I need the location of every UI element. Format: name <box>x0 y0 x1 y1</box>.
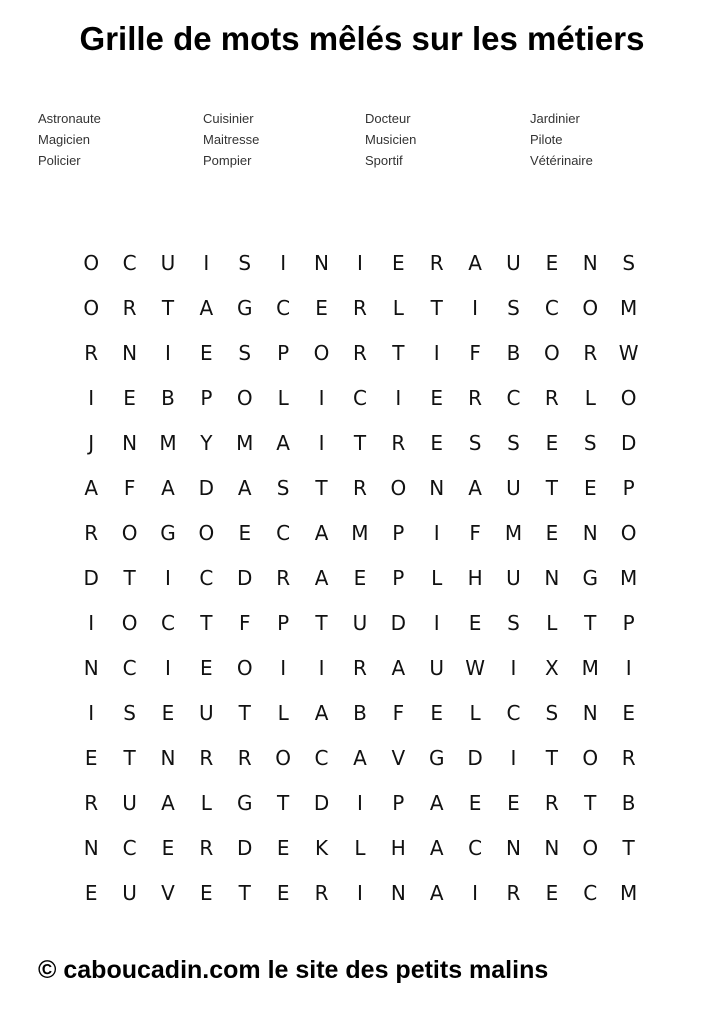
grid-letter: C <box>583 881 598 905</box>
grid-letter: T <box>315 476 328 500</box>
grid-letter: A <box>314 521 329 545</box>
grid-letter: G <box>160 521 176 545</box>
grid-letter: E <box>276 881 290 905</box>
grid-letter: M <box>581 656 599 680</box>
grid-letter: V <box>391 746 406 770</box>
grid-letter: I <box>318 431 325 455</box>
grid-letter: E <box>276 836 290 860</box>
grid-letter: O <box>582 746 599 770</box>
grid-letter: I <box>165 566 171 590</box>
grid-letter: I <box>433 341 440 365</box>
grid-letter: N <box>122 341 138 365</box>
grid-letter: R <box>276 566 291 590</box>
word-list-item: Vétérinaire <box>530 153 593 168</box>
grid-letter: I <box>280 251 287 275</box>
grid-letter: E <box>84 881 98 905</box>
grid-letter: E <box>545 881 559 905</box>
grid-letter: E <box>200 341 213 365</box>
grid-letter: C <box>352 386 367 410</box>
grid-letter: F <box>469 341 481 365</box>
word-list-item: Musicien <box>365 132 417 147</box>
grid-letter: C <box>506 701 521 725</box>
grid-letter: S <box>468 431 482 455</box>
grid-letter: N <box>506 836 521 860</box>
grid-letter: C <box>122 656 137 680</box>
grid-letter: O <box>83 296 100 320</box>
grid-letter: E <box>507 791 520 815</box>
grid-letter: R <box>391 431 406 455</box>
grid-letter: A <box>391 656 406 680</box>
grid-letter: R <box>84 521 99 545</box>
grid-letter: L <box>277 701 289 725</box>
grid-letter: G <box>237 296 253 320</box>
grid-letter: I <box>510 656 517 680</box>
grid-letter: A <box>314 566 329 590</box>
grid-letter: I <box>472 296 479 320</box>
grid-letter: N <box>160 746 176 770</box>
grid-letter: P <box>392 791 405 815</box>
grid-letter: R <box>84 341 99 365</box>
grid-letter: E <box>545 431 559 455</box>
grid-letter: D <box>620 431 637 455</box>
grid-letter: L <box>469 701 481 725</box>
grid-letter: L <box>584 386 596 410</box>
grid-letter: W <box>618 341 639 365</box>
grid-letter: S <box>238 341 252 365</box>
grid-letter: I <box>88 611 95 635</box>
grid-letter: R <box>352 476 367 500</box>
word-list-item: Maitresse <box>203 132 260 147</box>
grid-letter: C <box>122 836 137 860</box>
grid-letter: I <box>433 611 440 635</box>
grid-letter: E <box>200 656 213 680</box>
grid-letter: U <box>506 566 521 590</box>
grid-letter: E <box>468 791 482 815</box>
grid-letter: D <box>390 611 407 635</box>
grid-letter: N <box>582 521 598 545</box>
grid-letter: T <box>392 341 405 365</box>
grid-letter: E <box>430 386 444 410</box>
word-list-item: Pompier <box>203 153 252 168</box>
grid-letter: R <box>544 791 559 815</box>
grid-letter: T <box>315 611 328 635</box>
grid-letter: R <box>352 296 367 320</box>
grid-letter: O <box>236 656 253 680</box>
grid-letter: D <box>237 836 253 860</box>
grid-letter: A <box>429 881 444 905</box>
grid-letter: S <box>123 701 136 725</box>
grid-letter: C <box>276 296 291 320</box>
grid-letter: P <box>622 611 635 635</box>
grid-letter: R <box>237 746 252 770</box>
grid-letter: L <box>277 386 289 410</box>
word-list-item: Pilote <box>530 132 563 147</box>
grid-letter: R <box>621 746 636 770</box>
grid-letter: P <box>277 611 290 635</box>
grid-letter: K <box>314 836 329 860</box>
grid-letter: N <box>83 656 99 680</box>
word-list-item: Astronaute <box>38 111 101 126</box>
grid-letter: G <box>237 791 253 815</box>
grid-letter: C <box>544 296 559 320</box>
grid-letter: M <box>236 431 254 455</box>
grid-letter: T <box>238 881 251 905</box>
grid-letter: O <box>313 341 330 365</box>
grid-letter: S <box>545 701 559 725</box>
grid-letter: M <box>620 296 638 320</box>
grid-letter: E <box>622 701 635 725</box>
grid-letter: O <box>121 521 138 545</box>
word-list-item: Docteur <box>365 111 411 126</box>
grid-letter: N <box>314 251 330 275</box>
grid-letter: S <box>507 296 520 320</box>
grid-letter: I <box>510 746 517 770</box>
grid-letter: D <box>198 476 215 500</box>
grid-letter: T <box>545 746 558 770</box>
grid-letter: C <box>506 386 521 410</box>
grid-letter: N <box>429 476 445 500</box>
grid-letter: I <box>356 251 363 275</box>
grid-letter: G <box>428 746 445 770</box>
grid-letter: I <box>165 656 171 680</box>
grid-letter: A <box>468 476 482 500</box>
grid-letter: R <box>314 881 329 905</box>
grid-letter: E <box>430 701 444 725</box>
grid-letter: Y <box>200 431 213 455</box>
grid-letter: I <box>203 251 210 275</box>
grid-letter: I <box>433 521 440 545</box>
grid-letter: L <box>431 566 443 590</box>
grid-letter: R <box>468 386 483 410</box>
grid-letter: M <box>351 521 369 545</box>
grid-letter: A <box>161 476 175 500</box>
grid-letter: M <box>620 566 638 590</box>
grid-letter: R <box>352 341 367 365</box>
grid-letter: T <box>238 701 251 725</box>
grid-letter: A <box>276 431 290 455</box>
grid-letter: E <box>430 431 444 455</box>
grid-letter: F <box>469 521 481 545</box>
grid-letter: P <box>200 386 213 410</box>
grid-letter: C <box>314 746 329 770</box>
grid-letter: R <box>122 296 137 320</box>
grid-letter: C <box>276 521 291 545</box>
grid-letter: T <box>584 791 597 815</box>
grid-letter: F <box>392 701 405 725</box>
grid-letter: I <box>395 386 402 410</box>
grid-letter: I <box>165 341 171 365</box>
grid-letter: A <box>314 701 329 725</box>
grid-letter: I <box>280 656 287 680</box>
word-list-item: Jardinier <box>530 111 580 126</box>
word-list-item: Sportif <box>365 153 403 168</box>
grid-letter: E <box>392 251 405 275</box>
grid-letter: E <box>123 386 136 410</box>
grid-letter: U <box>199 701 214 725</box>
grid-letter: O <box>582 296 599 320</box>
grid-letter: M <box>620 881 638 905</box>
letter-grid <box>72 243 648 918</box>
grid-letter: N <box>122 431 138 455</box>
grid-letter: R <box>506 881 521 905</box>
grid-letter: O <box>390 476 407 500</box>
footer-credit: © caboucadin.com le site des petits malins <box>38 956 549 984</box>
grid-letter: A <box>468 251 482 275</box>
grid-letter: T <box>545 476 558 500</box>
grid-letter: C <box>160 611 175 635</box>
grid-letter: P <box>392 521 405 545</box>
grid-letter: M <box>504 521 523 545</box>
grid-letter: D <box>83 566 99 590</box>
grid-letter: I <box>88 386 95 410</box>
grid-letter: U <box>352 611 368 635</box>
grid-letter: I <box>88 701 95 725</box>
grid-letter: S <box>622 251 636 275</box>
grid-letter: M <box>159 431 177 455</box>
word-list-item: Policier <box>38 153 81 168</box>
grid-letter: E <box>583 476 597 500</box>
grid-letter: L <box>354 836 366 860</box>
grid-letter: F <box>239 611 251 635</box>
grid-letter: R <box>199 746 214 770</box>
grid-letter: E <box>161 701 175 725</box>
grid-letter: A <box>84 476 99 500</box>
grid-letter: N <box>544 836 560 860</box>
grid-letter: O <box>544 341 560 365</box>
grid-letter: T <box>200 611 213 635</box>
word-list-item: Magicien <box>38 132 91 147</box>
grid-letter: R <box>583 341 598 365</box>
grid-letter: O <box>121 611 138 635</box>
grid-letter: P <box>622 476 635 500</box>
grid-letter: A <box>353 746 367 770</box>
grid-letter: C <box>199 566 214 590</box>
grid-letter: A <box>429 836 444 860</box>
grid-letter: X <box>545 656 559 680</box>
grid-letter: L <box>392 296 404 320</box>
grid-letter: T <box>430 296 443 320</box>
grid-letter: E <box>161 836 175 860</box>
grid-letter: S <box>507 431 520 455</box>
grid-letter: O <box>198 521 215 545</box>
grid-letter: P <box>277 341 290 365</box>
grid-letter: T <box>277 791 290 815</box>
grid-letter: H <box>467 566 483 590</box>
grid-letter: E <box>545 521 559 545</box>
word-list-item: Cuisinier <box>203 111 254 126</box>
grid-letter: B <box>506 341 521 365</box>
grid-letter: T <box>353 431 367 455</box>
grid-letter: I <box>356 881 363 905</box>
grid-letter: J <box>88 431 95 455</box>
grid-letter: E <box>545 251 559 275</box>
grid-letter: H <box>390 836 406 860</box>
grid-letter: O <box>83 251 100 275</box>
grid-letter: R <box>544 386 559 410</box>
grid-letter: D <box>467 746 483 770</box>
grid-letter: W <box>465 656 485 680</box>
grid-letter: U <box>506 476 521 500</box>
grid-letter: A <box>199 296 214 320</box>
grid-letter: A <box>429 791 444 815</box>
grid-letter: E <box>353 566 367 590</box>
grid-letter: O <box>620 386 637 410</box>
grid-letter: T <box>584 611 597 635</box>
grid-letter: U <box>122 791 137 815</box>
grid-letter: G <box>582 566 599 590</box>
grid-letter: N <box>390 881 406 905</box>
grid-letter: U <box>122 881 137 905</box>
grid-letter: A <box>161 791 175 815</box>
grid-letter: T <box>123 566 136 590</box>
grid-letter: I <box>318 656 325 680</box>
grid-letter: D <box>313 791 330 815</box>
grid-letter: T <box>123 746 136 770</box>
grid-letter: V <box>161 881 175 905</box>
word-list <box>38 112 650 175</box>
grid-letter: I <box>472 881 479 905</box>
grid-letter: O <box>275 746 292 770</box>
grid-letter: L <box>546 611 558 635</box>
grid-letter: O <box>236 386 253 410</box>
grid-letter: E <box>200 881 213 905</box>
grid-letter: B <box>353 701 367 725</box>
grid-letter: I <box>318 386 325 410</box>
grid-letter: S <box>507 611 520 635</box>
grid-letter: D <box>237 566 253 590</box>
grid-letter: F <box>123 476 136 500</box>
grid-letter: S <box>276 476 290 500</box>
grid-letter: T <box>622 836 635 860</box>
grid-letter: I <box>625 656 632 680</box>
grid-letter: L <box>200 791 212 815</box>
grid-letter: T <box>161 296 175 320</box>
grid-letter: A <box>237 476 252 500</box>
grid-letter: R <box>429 251 444 275</box>
grid-letter: U <box>160 251 176 275</box>
grid-letter: P <box>392 566 405 590</box>
grid-letter: N <box>83 836 99 860</box>
grid-letter: E <box>315 296 328 320</box>
grid-letter: C <box>468 836 483 860</box>
grid-letter: R <box>84 791 99 815</box>
grid-letter: R <box>199 836 214 860</box>
grid-letter: I <box>356 791 363 815</box>
grid-letter: U <box>506 251 521 275</box>
grid-letter: N <box>582 701 598 725</box>
grid-letter: S <box>583 431 597 455</box>
grid-letter: N <box>582 251 598 275</box>
grid-letter: C <box>122 251 137 275</box>
grid-letter: E <box>238 521 252 545</box>
grid-letter: E <box>84 746 98 770</box>
grid-letter: B <box>621 791 636 815</box>
grid-letter: O <box>582 836 599 860</box>
grid-letter: N <box>544 566 560 590</box>
page-title: Grille de mots mêlés sur les métiers <box>79 20 645 57</box>
grid-letter: O <box>620 521 637 545</box>
grid-letter: E <box>468 611 482 635</box>
grid-letter: R <box>352 656 367 680</box>
grid-letter: U <box>429 656 445 680</box>
grid-letter: S <box>238 251 252 275</box>
grid-letter: B <box>161 386 175 410</box>
